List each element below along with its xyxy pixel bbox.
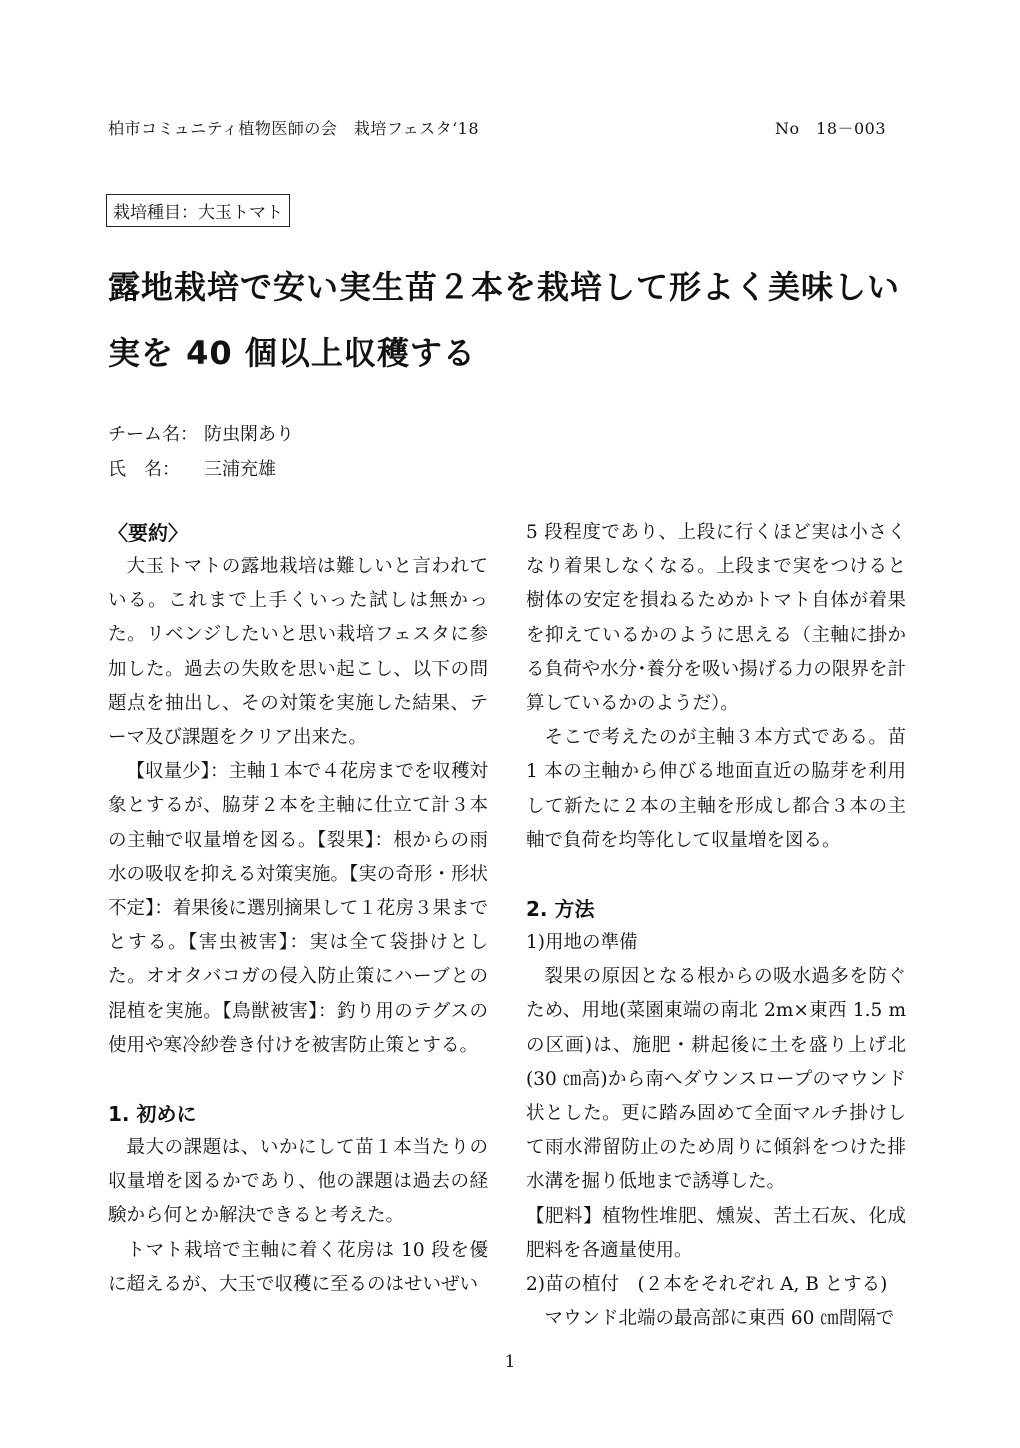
method-paragraph-2: 【肥料】植物性堆肥、燻炭、苦土石灰、化成肥料を各適量使用。 (526, 1205, 906, 1261)
left-column (108, 516, 488, 1302)
document-number: No 18－003 (775, 119, 887, 138)
summary-heading: 〈要約〉 (108, 521, 188, 545)
summary-paragraph-1: 大玉トマトの露地栽培は難しいと言われている。これまで上手くいった試しは無かった。リベンジしたいと思い栽培フェスタに参加した。過去の失敗を思い起こし、以下の問題点を抽出し、その対策を実施した結果、テーマ及び課題をクリア出来た。 (108, 556, 488, 749)
method-subheading-1: 1)用地の準備 (526, 932, 638, 954)
method-paragraph-1: 裂果の原因となる根からの吸水過多を防ぐため、用地(菜園東端の南北 2m×東西 1.5 mの区画)は、施肥・耕起後に土を盛り上げ北(30 ㎝高)から南へダウンスロープのマウンド状とした。更に踏み固めて全面マルチ掛けして雨水滞留防止のため周りに傾斜をつけた排水溝を掘り低地まで誘導した。 (526, 966, 906, 1193)
intro-paragraph-2: トマト栽培で主軸に着く花房は 10 段を優に超えるが、大玉で収穫に至るのはせいぜい (108, 1239, 488, 1295)
team-value: 防虫閑あり (204, 424, 294, 445)
team-row (108, 420, 294, 446)
cultivation-category-box: 栽培種目：大玉トマト (106, 194, 290, 227)
intro-paragraph-3: そこで考えたのが主軸３本方式である。苗 1 本の主軸から伸びる地面直近の脇芽を利用して新たに２本の主軸を形成し都合３本の主軸で負荷を均等化して収量増を図る。 (526, 727, 906, 851)
document-title: 露地栽培で安い実生苗２本を栽培して形よく美味しい実を 40 個以上収穫する (108, 268, 901, 372)
right-column (526, 516, 906, 1336)
summary-paragraph-2: 【収量少】：主軸１本で４花房までを収穫対象とするが、脇芽２本を主軸に仕立て計３本の主軸で収量増を図る。【裂果】：根からの雨水の吸収を抑える対策実施。【実の奇形・形状不定】：着果後に選別摘果して１花房３果までとする。【害虫被害】：実は全て袋掛けとした。オオタバコガの侵入防止策にハーブとの混植を実施。【鳥獣被害】：釣り用のテグスの使用や寒冷紗巻き付けを被害防止策とする。 (108, 761, 488, 1056)
author-value: 三浦充雄 (204, 459, 276, 480)
method-paragraph-3: マウンド北端の最高部に東西 60 ㎝間隔で (544, 1308, 895, 1330)
intro-paragraph-2-continued: 5 段程度であり、上段に行くほど実は小さくなり着果しなくなる。上段まで実をつけると樹体の安定を損ねるためかトマト自体が着果を抑えているかのように思える（主軸に掛かる負荷や水分･養分を吸い揚げる力の限界を計算しているかのようだ）。 (526, 522, 906, 715)
intro-paragraph-1: 最大の課題は、いかにして苗１本当たりの収量増を図るかであり、他の課題は過去の経験から何とか解決できると考えた。 (108, 1137, 488, 1227)
intro-heading: 1. 初めに (108, 1102, 197, 1127)
method-subheading-2: 2)苗の植付 (２本をそれぞれ A, B とする) (526, 1274, 888, 1296)
header-title: 柏市コミュニティ植物医師の会 栽培フェスタ‘18 (108, 119, 480, 138)
page-number: 1 (504, 1352, 516, 1372)
author-label: 氏 名： (108, 459, 180, 480)
method-heading: 2. 方法 (526, 897, 595, 922)
team-label: チーム名： (108, 424, 198, 445)
author-row (108, 455, 276, 481)
